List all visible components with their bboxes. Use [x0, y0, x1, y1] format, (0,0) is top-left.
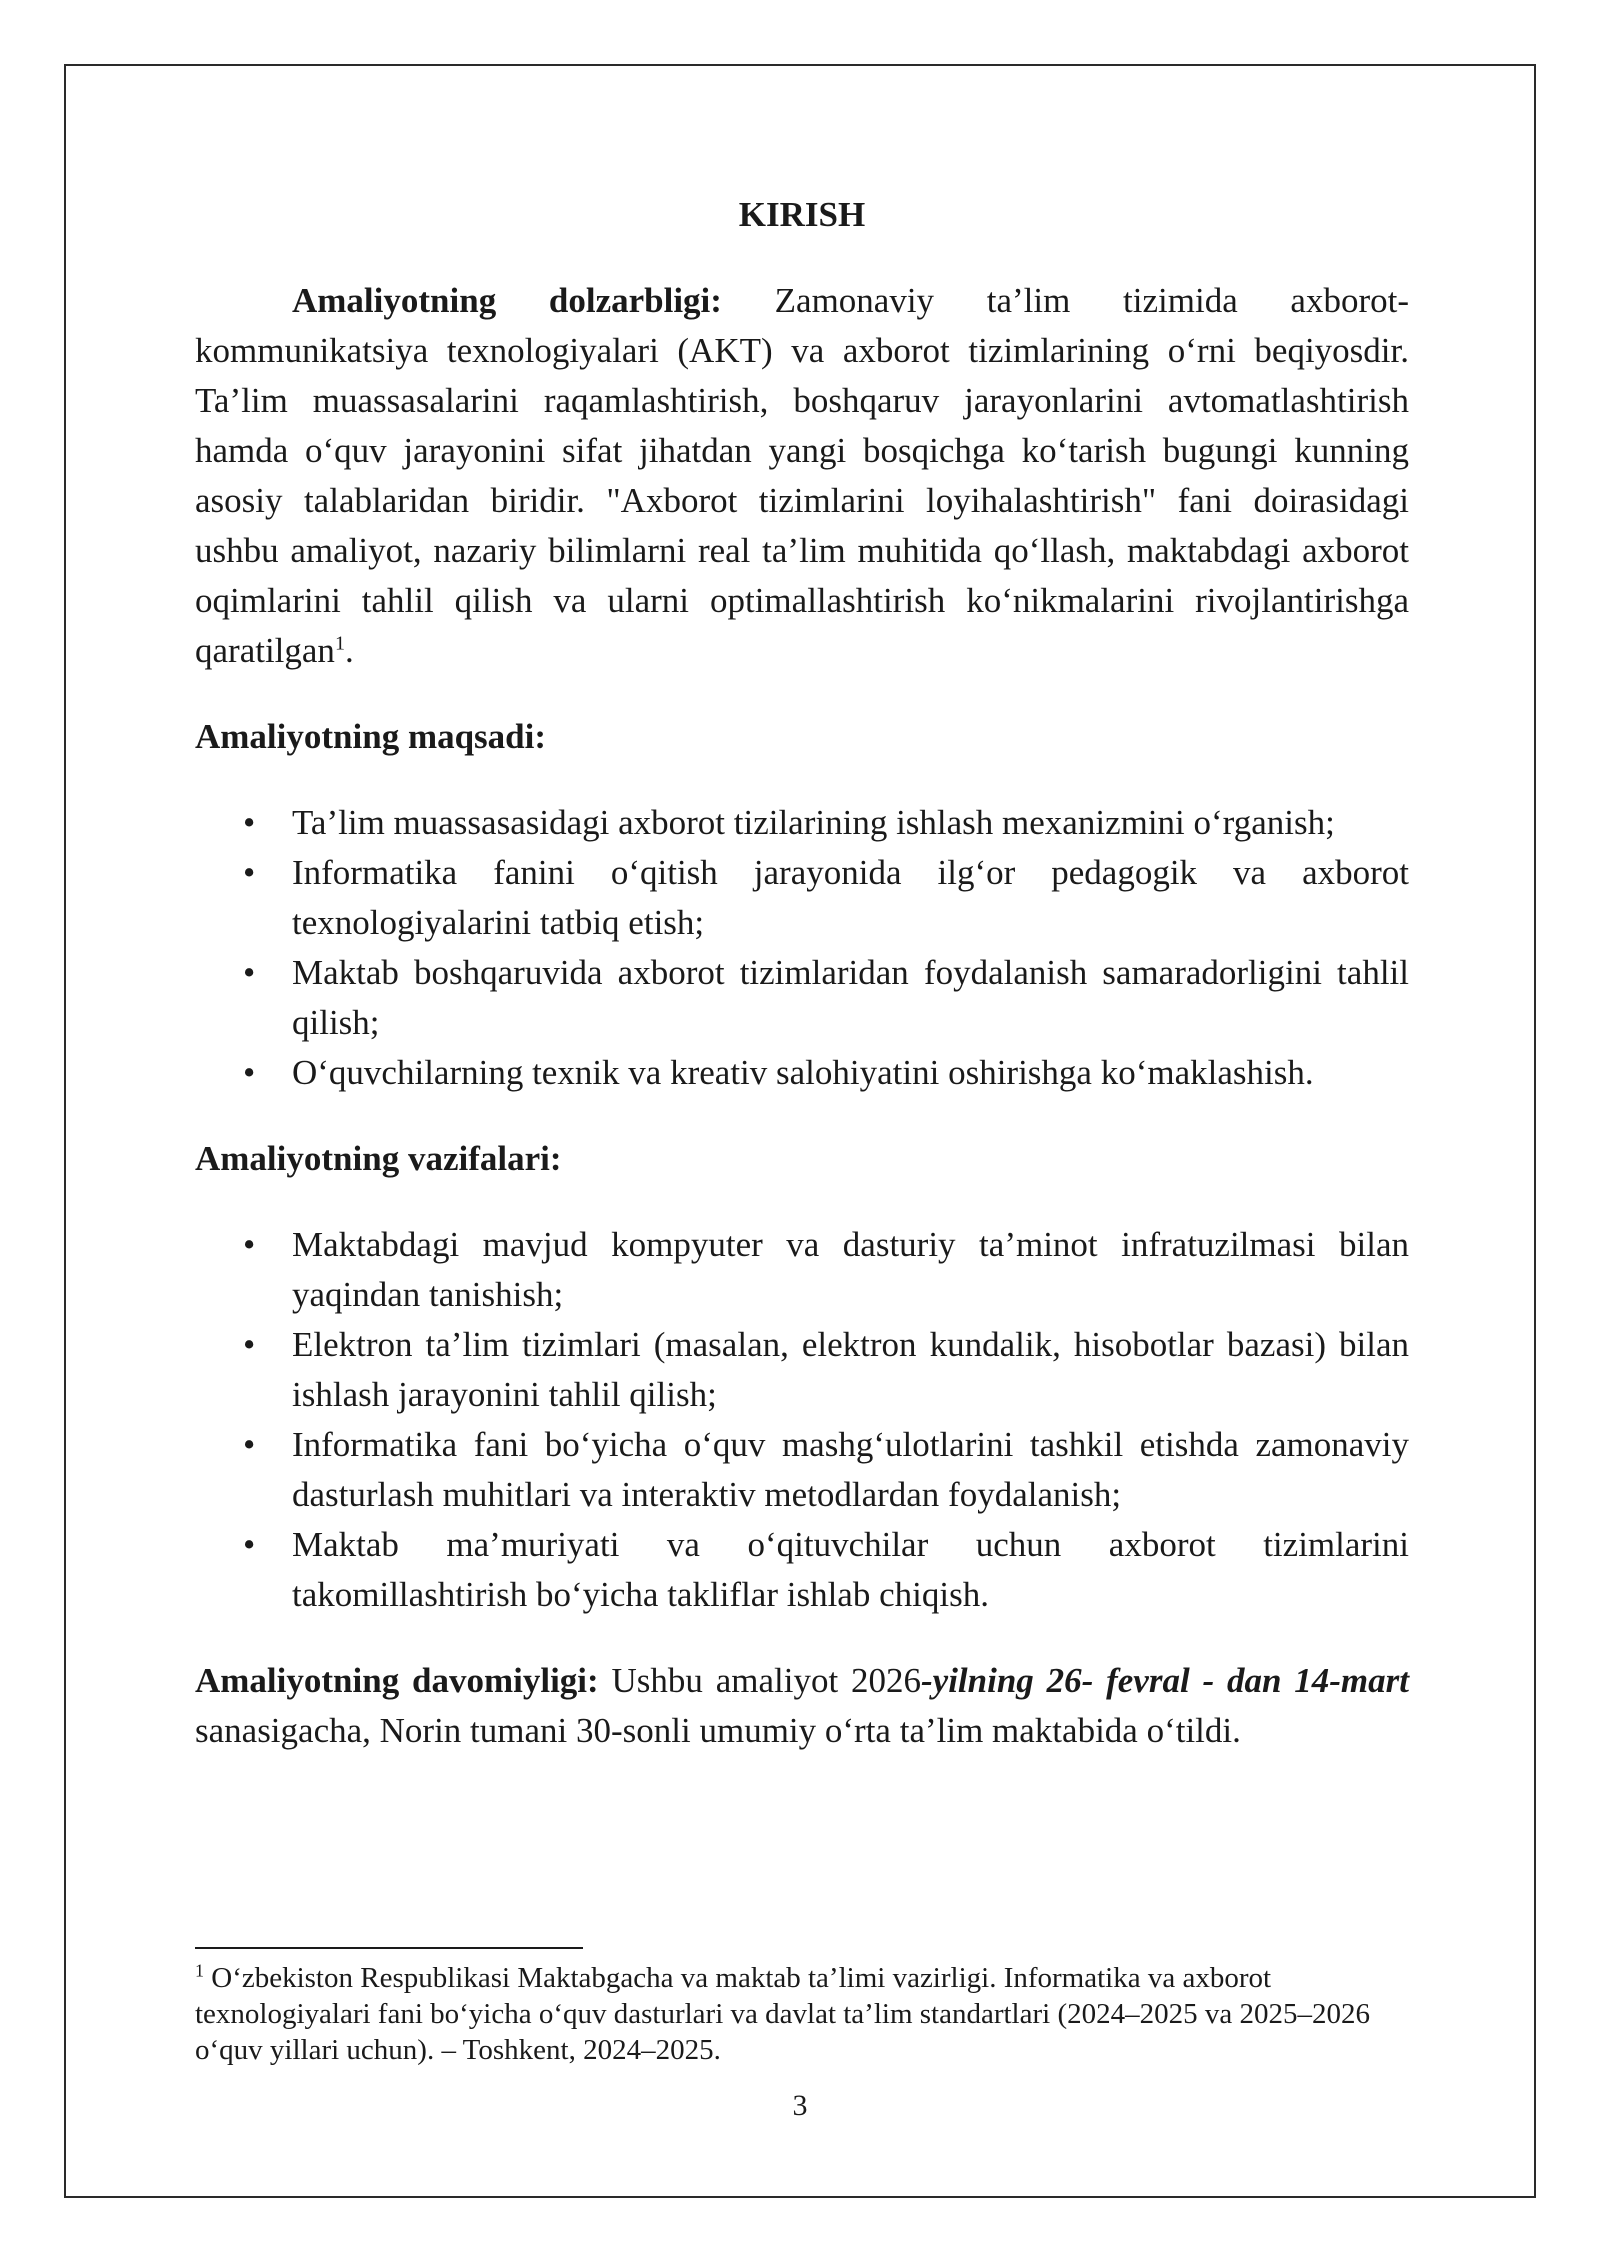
list-item-text: Elektron ta’lim tizimlari (masalan, elektron kundalik, hisobotlar bazasi) bilan ishlash jarayonini tahlil qilish; [292, 1325, 1409, 1414]
footnote-separator [195, 1947, 583, 1949]
bullet-icon: • [243, 1225, 256, 1264]
duration-text-before: Ushbu amaliyot 2026 [598, 1661, 922, 1700]
list-item [195, 848, 1409, 948]
duration-text-after: sanasigacha, Norin tumani 30-sonli umumiy o‘rta ta’lim maktabida o‘tildi. [195, 1711, 1241, 1750]
list-item [195, 1320, 1409, 1420]
intro-paragraph [195, 276, 1409, 676]
bullet-icon: • [243, 1525, 256, 1564]
list-item [195, 1048, 1409, 1098]
page-number: 3 [792, 2089, 808, 2122]
intro-end: . [344, 631, 354, 670]
page-title: KIRISH [738, 195, 866, 234]
tasks-list [195, 1220, 1409, 1620]
footnote-reference[interactable]: 1 [334, 632, 345, 655]
bullet-icon: • [243, 853, 256, 892]
footnote-mark: 1 [195, 1960, 204, 1981]
intro-label: Amaliyotning dolzarbligi: [292, 281, 722, 320]
footnote-text: O‘zbekiston Respublikasi Maktabgacha va maktab ta’limi vazirligi. Informatika va axborot texnologiyalari fani bo‘yicha o‘quv dasturlari va davlat ta’lim standartlari (2024–2025 va 2025–2026 o‘quv yillari uchun). – Toshkent, 2024–2025. [195, 1962, 1370, 2066]
goals-heading: Amaliyotning maqsadi: [195, 717, 547, 756]
document-body [195, 190, 1409, 1756]
list-item [195, 798, 1409, 848]
list-item-text: Maktabdagi mavjud kompyuter va dasturiy ta’minot infratuzilmasi bilan yaqindan tanishish; [292, 1225, 1409, 1314]
bullet-icon: • [243, 1425, 256, 1464]
list-item-text: Maktab boshqaruvida axborot tizimlaridan foydalanish samaradorligini tahlil qilish; [292, 953, 1409, 1042]
duration-paragraph [195, 1656, 1409, 1756]
list-item-text: Ta’lim muassasasidagi axborot tizilarining ishlash mexanizmini o‘rganish; [292, 803, 1335, 842]
list-item [195, 1220, 1409, 1320]
footnote [195, 1960, 1409, 2068]
list-item [195, 1420, 1409, 1520]
duration-dates: -yilning 26- fevral - dan 14-mart [921, 1661, 1409, 1700]
bullet-icon: • [243, 803, 256, 842]
intro-text: Zamonaviy ta’lim tizimida axborot-kommunikatsiya texnologiyalari (AKT) va axborot tizimlarining o‘rni beqiyosdir. Ta’lim muassasalarini raqamlashtirish, boshqaruv jarayonlarini avtomatlashtirish hamda o‘quv jarayonini sifat jihatdan yangi bosqichga ko‘tarish bugungi kunning asosiy talablaridan biridir. "Axborot tizimlarini loyihalashtirish" fani doirasidagi ushbu amaliyot, nazariy bilimlarni real ta’lim muhitida qo‘llash, maktabdagi axborot oqimlarini tahlil qilish va ularni optimallashtirish ko‘nikmalarini rivojlantirishga qaratilgan [195, 281, 1409, 670]
list-item [195, 1520, 1409, 1620]
goals-list [195, 798, 1409, 1098]
tasks-heading: Amaliyotning vazifalari: [195, 1139, 562, 1178]
list-item-text: Informatika fani bo‘yicha o‘quv mashg‘ulotlarini tashkil etishda zamonaviy dasturlash muhitlari va interaktiv metodlardan foydalanish; [292, 1425, 1409, 1514]
bullet-icon: • [243, 1325, 256, 1364]
bullet-icon: • [243, 1053, 256, 1092]
bullet-icon: • [243, 953, 256, 992]
list-item-text: Informatika fanini o‘qitish jarayonida ilg‘or pedagogik va axborot texnologiyalarini tatbiq etish; [292, 853, 1409, 942]
list-item-text: Maktab ma’muriyati va o‘qituvchilar uchun axborot tizimlarini takomillashtirish bo‘yicha takliflar ishlab chiqish. [292, 1525, 1409, 1614]
duration-label: Amaliyotning davomiyligi: [195, 1661, 599, 1700]
list-item [195, 948, 1409, 1048]
list-item-text: O‘quvchilarning texnik va kreativ salohiyatini oshirishga ko‘maklashish. [292, 1053, 1314, 1092]
